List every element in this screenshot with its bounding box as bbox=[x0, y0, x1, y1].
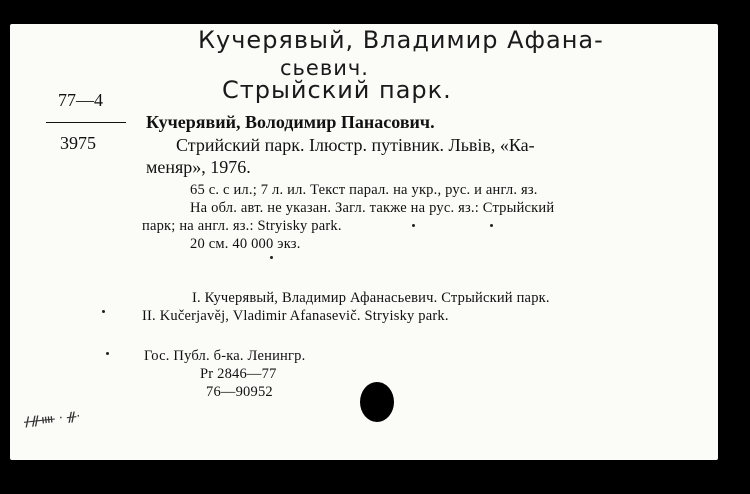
library-name: Гос. Публ. б-ка. Ленингр. bbox=[144, 348, 306, 364]
call-number-divider bbox=[46, 122, 126, 123]
description-line-3: парк; на англ. яз.: Stryisky park. bbox=[142, 218, 342, 234]
handwritten-title: Стрыйский парк. bbox=[222, 76, 452, 104]
ink-dot bbox=[106, 352, 109, 355]
title-line-2: меняр», 1976. bbox=[146, 157, 251, 177]
title-line-1: Стрийский парк. Ілюстр. путівник. Львів, «Ка- bbox=[176, 135, 535, 155]
ink-dot bbox=[412, 224, 415, 227]
ink-dot bbox=[270, 256, 273, 259]
ink-dot bbox=[102, 310, 105, 313]
call-number-top: 77—4 bbox=[58, 90, 103, 110]
margin-scribble: ᚋᚌᚓ · ᚌ· bbox=[23, 409, 82, 430]
tracing-line-2: II. Kučerjavěj, Vladimir Afanasevič. Stryisky park. bbox=[142, 308, 449, 324]
handwritten-author-line1: Кучерявый, Владимир Афана- bbox=[198, 26, 604, 54]
description-line-1: 65 с. с ил.; 7 л. ил. Текст парал. на укр., рус. и англ. яз. bbox=[190, 182, 538, 198]
tracing-line-1: I. Кучерявый, Владимир Афанасьевич. Стрыйский парк. bbox=[192, 290, 550, 306]
main-entry-author: Кучерявий, Володимир Панасович. bbox=[146, 112, 435, 132]
ink-blot bbox=[360, 382, 394, 422]
ink-dot bbox=[490, 224, 493, 227]
description-line-2: На обл. авт. не указан. Загл. также на рус. яз.: Стрыйский bbox=[190, 200, 555, 216]
description-line-4: 20 см. 40 000 экз. bbox=[190, 236, 301, 252]
pr-number: Pr 2846—77 bbox=[200, 366, 277, 382]
card-number: 76—90952 bbox=[206, 384, 273, 400]
call-number-bottom: 3975 bbox=[60, 133, 96, 153]
catalog-card bbox=[10, 24, 718, 460]
handwritten-author-line2: сьевич. bbox=[280, 56, 369, 80]
